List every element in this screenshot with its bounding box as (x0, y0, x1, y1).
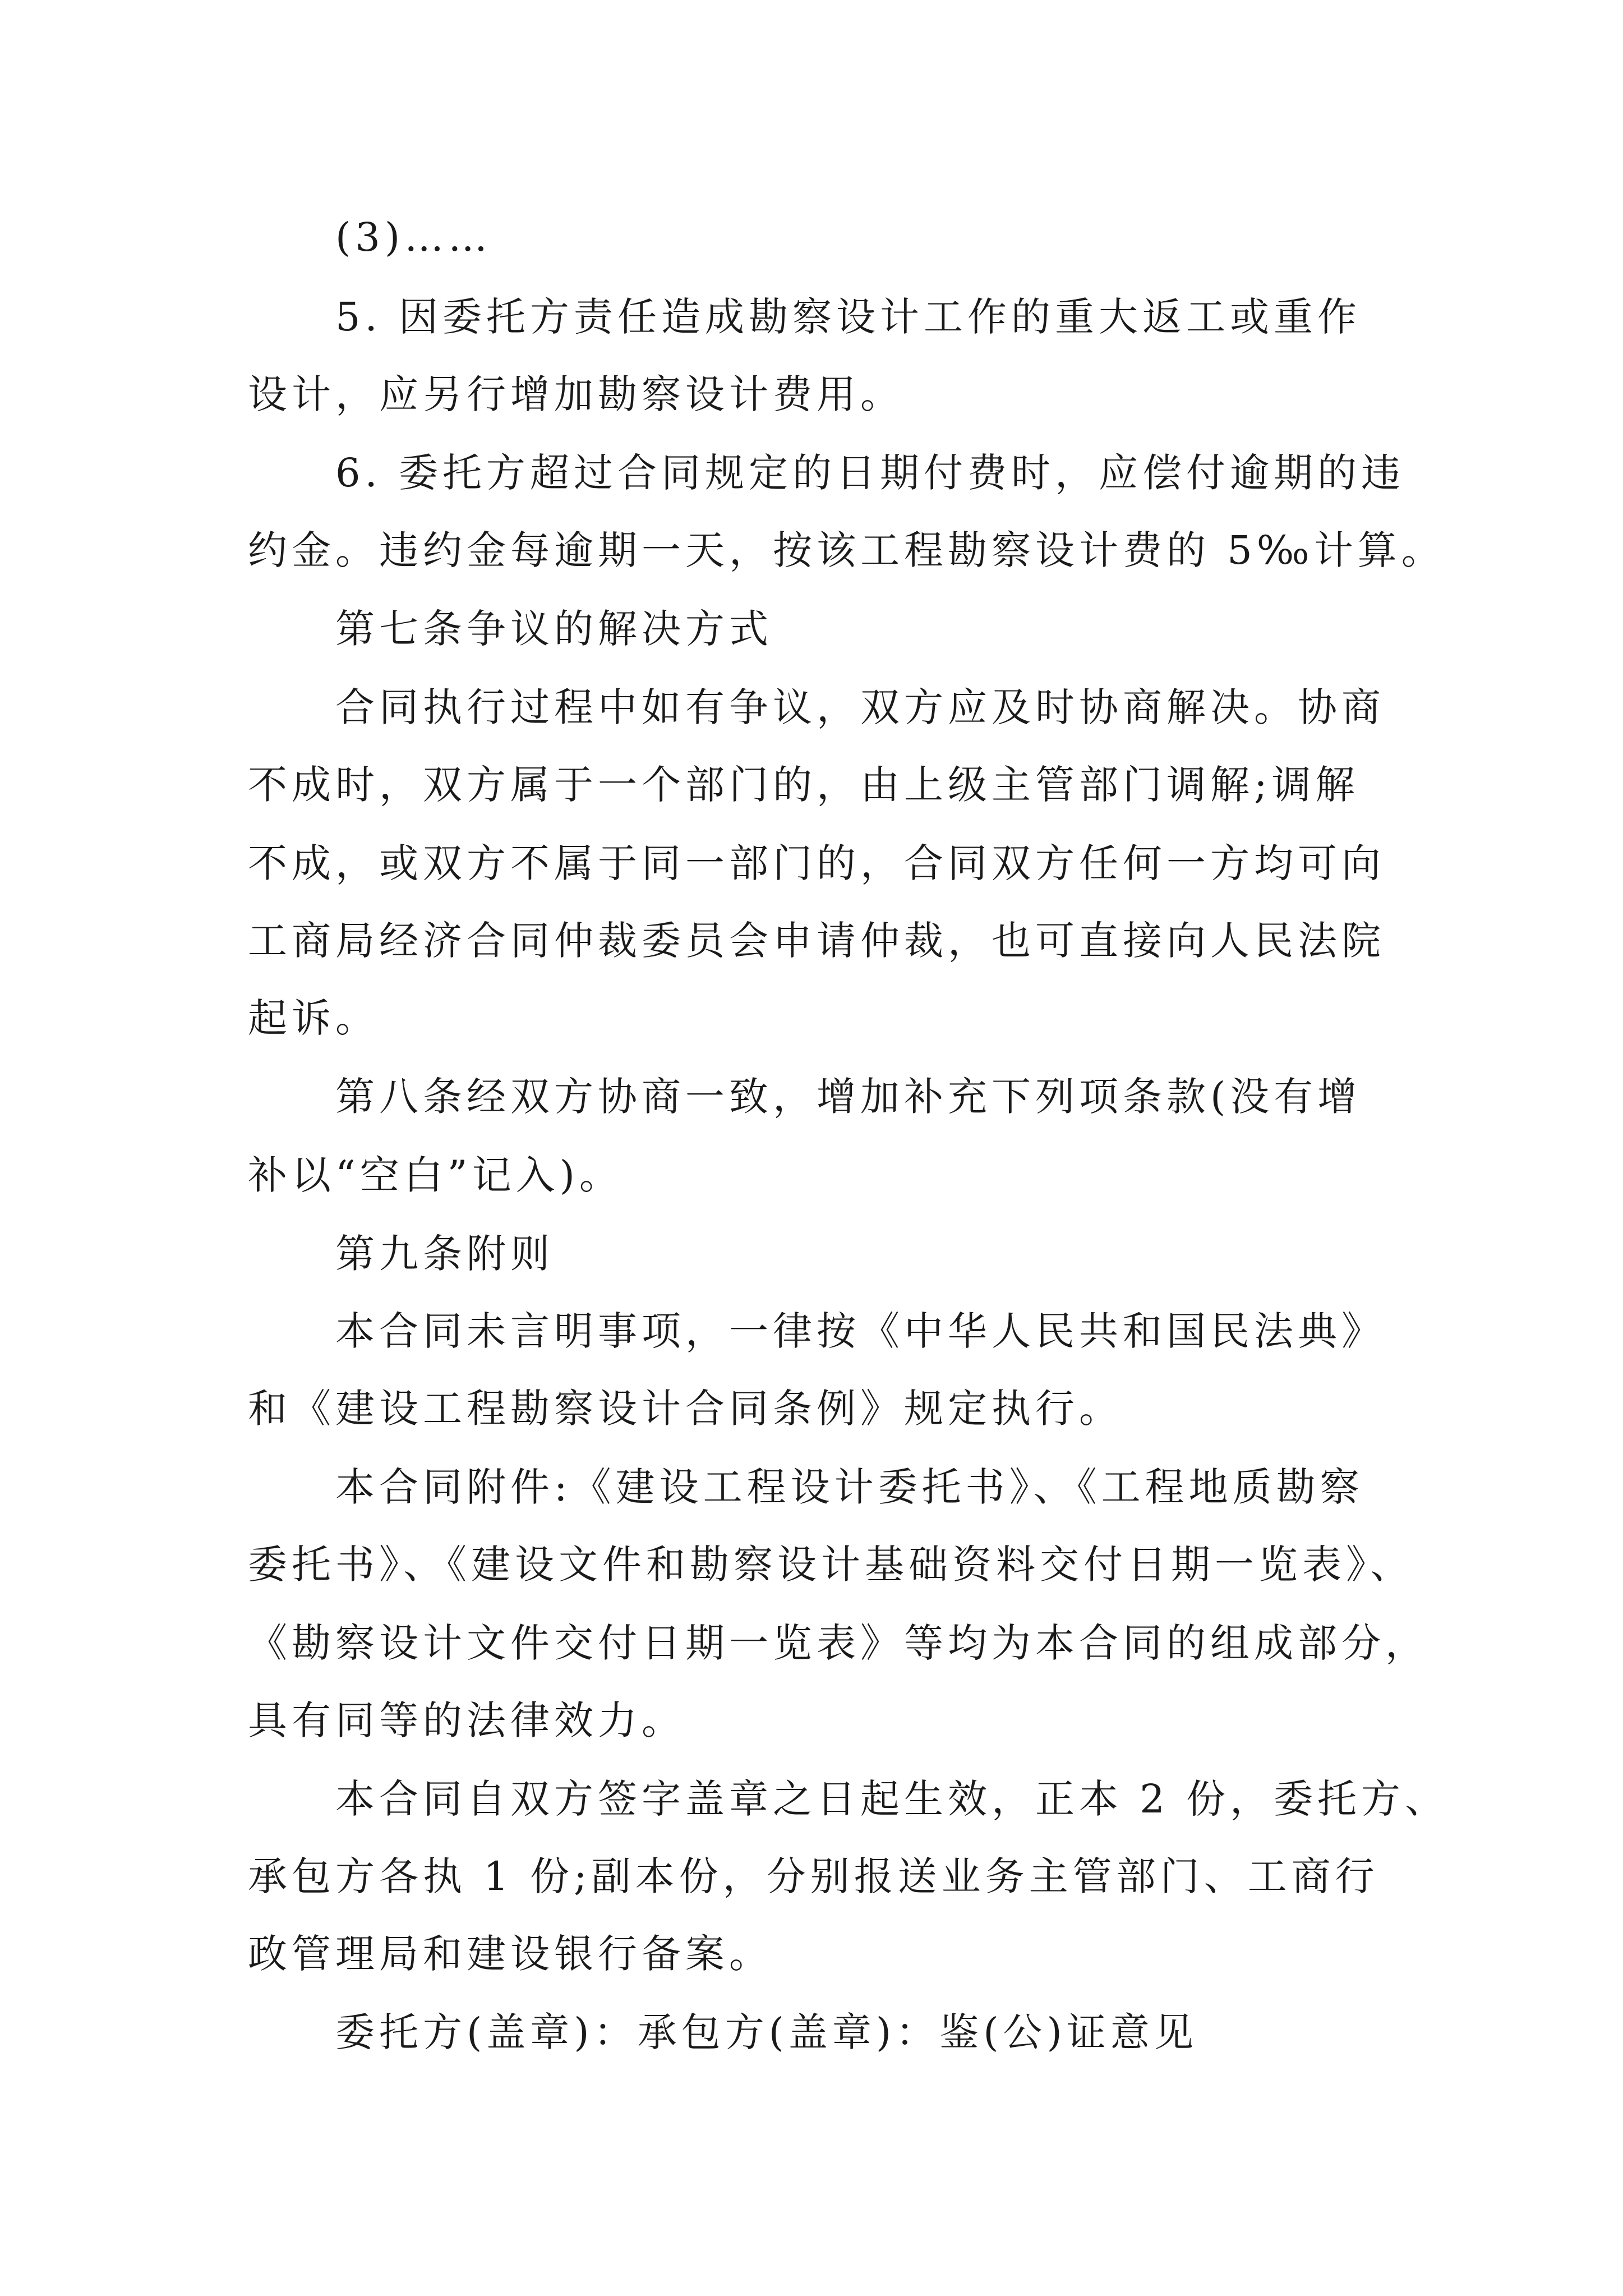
text-line: 5. 因委托方责任造成勘察设计工作的重大返工或重作 (335, 294, 1362, 340)
text-line: 具有同等的法律效力。 (248, 1697, 685, 1743)
section-heading: 第七条争议的解决方式 (335, 606, 773, 652)
text-line: 承包方各执 1 份;副本份，分别报送业务主管部门、工商行 (248, 1853, 1379, 1899)
signature-line: 委托方(盖章)：承包方(盖章)：鉴(公)证意见 (335, 2009, 1198, 2055)
section-heading: 第九条附则 (335, 1231, 554, 1277)
text-line: 不成，或双方不属于同一部门的，合同双方任何一方均可向 (248, 840, 1385, 886)
text-line: 和《建设工程勘察设计合同条例》规定执行。 (248, 1386, 1123, 1432)
text-line: 委托书》、《建设文件和勘察设计基础资料交付日期一览表》、 (248, 1542, 1414, 1588)
text-line: 6. 委托方超过合同规定的日期付费时，应偿付逾期的违 (335, 450, 1405, 496)
text-line: 合同执行过程中如有争议，双方应及时协商解决。协商 (335, 684, 1385, 730)
text-line: 起诉。 (248, 995, 379, 1041)
text-line: 设计，应另行增加勘察设计费用。 (248, 371, 904, 417)
text-line: 工商局经济合同仲裁委员会申请仲裁，也可直接向人民法院 (248, 918, 1385, 964)
text-line: 政管理局和建设银行备案。 (248, 1931, 773, 1977)
text-line: 《勘察设计文件交付日期一览表》等均为本合同的组成部分， (248, 1620, 1429, 1666)
text-line: 本合同自双方签字盖章之日起生效，正本 2 份，委托方、 (335, 1776, 1449, 1822)
text-line: 约金。违约金每逾期一天，按该工程勘察设计费的 5‰计算。 (248, 527, 1445, 573)
text-line: 不成时，双方属于一个部门的，由上级主管部门调解;调解 (248, 762, 1359, 808)
text-line: (3)…… (335, 214, 492, 260)
text-line: 本合同未言明事项，一律按《中华人民共和国民法典》 (335, 1308, 1385, 1354)
text-line: 补以“空白”记入)。 (248, 1152, 623, 1198)
text-line: 本合同附件:《建设工程设计委托书》、《工程地质勘察 (335, 1464, 1364, 1510)
text-line: 第八条经双方协商一致，增加补充下列项条款(没有增 (335, 1074, 1362, 1120)
